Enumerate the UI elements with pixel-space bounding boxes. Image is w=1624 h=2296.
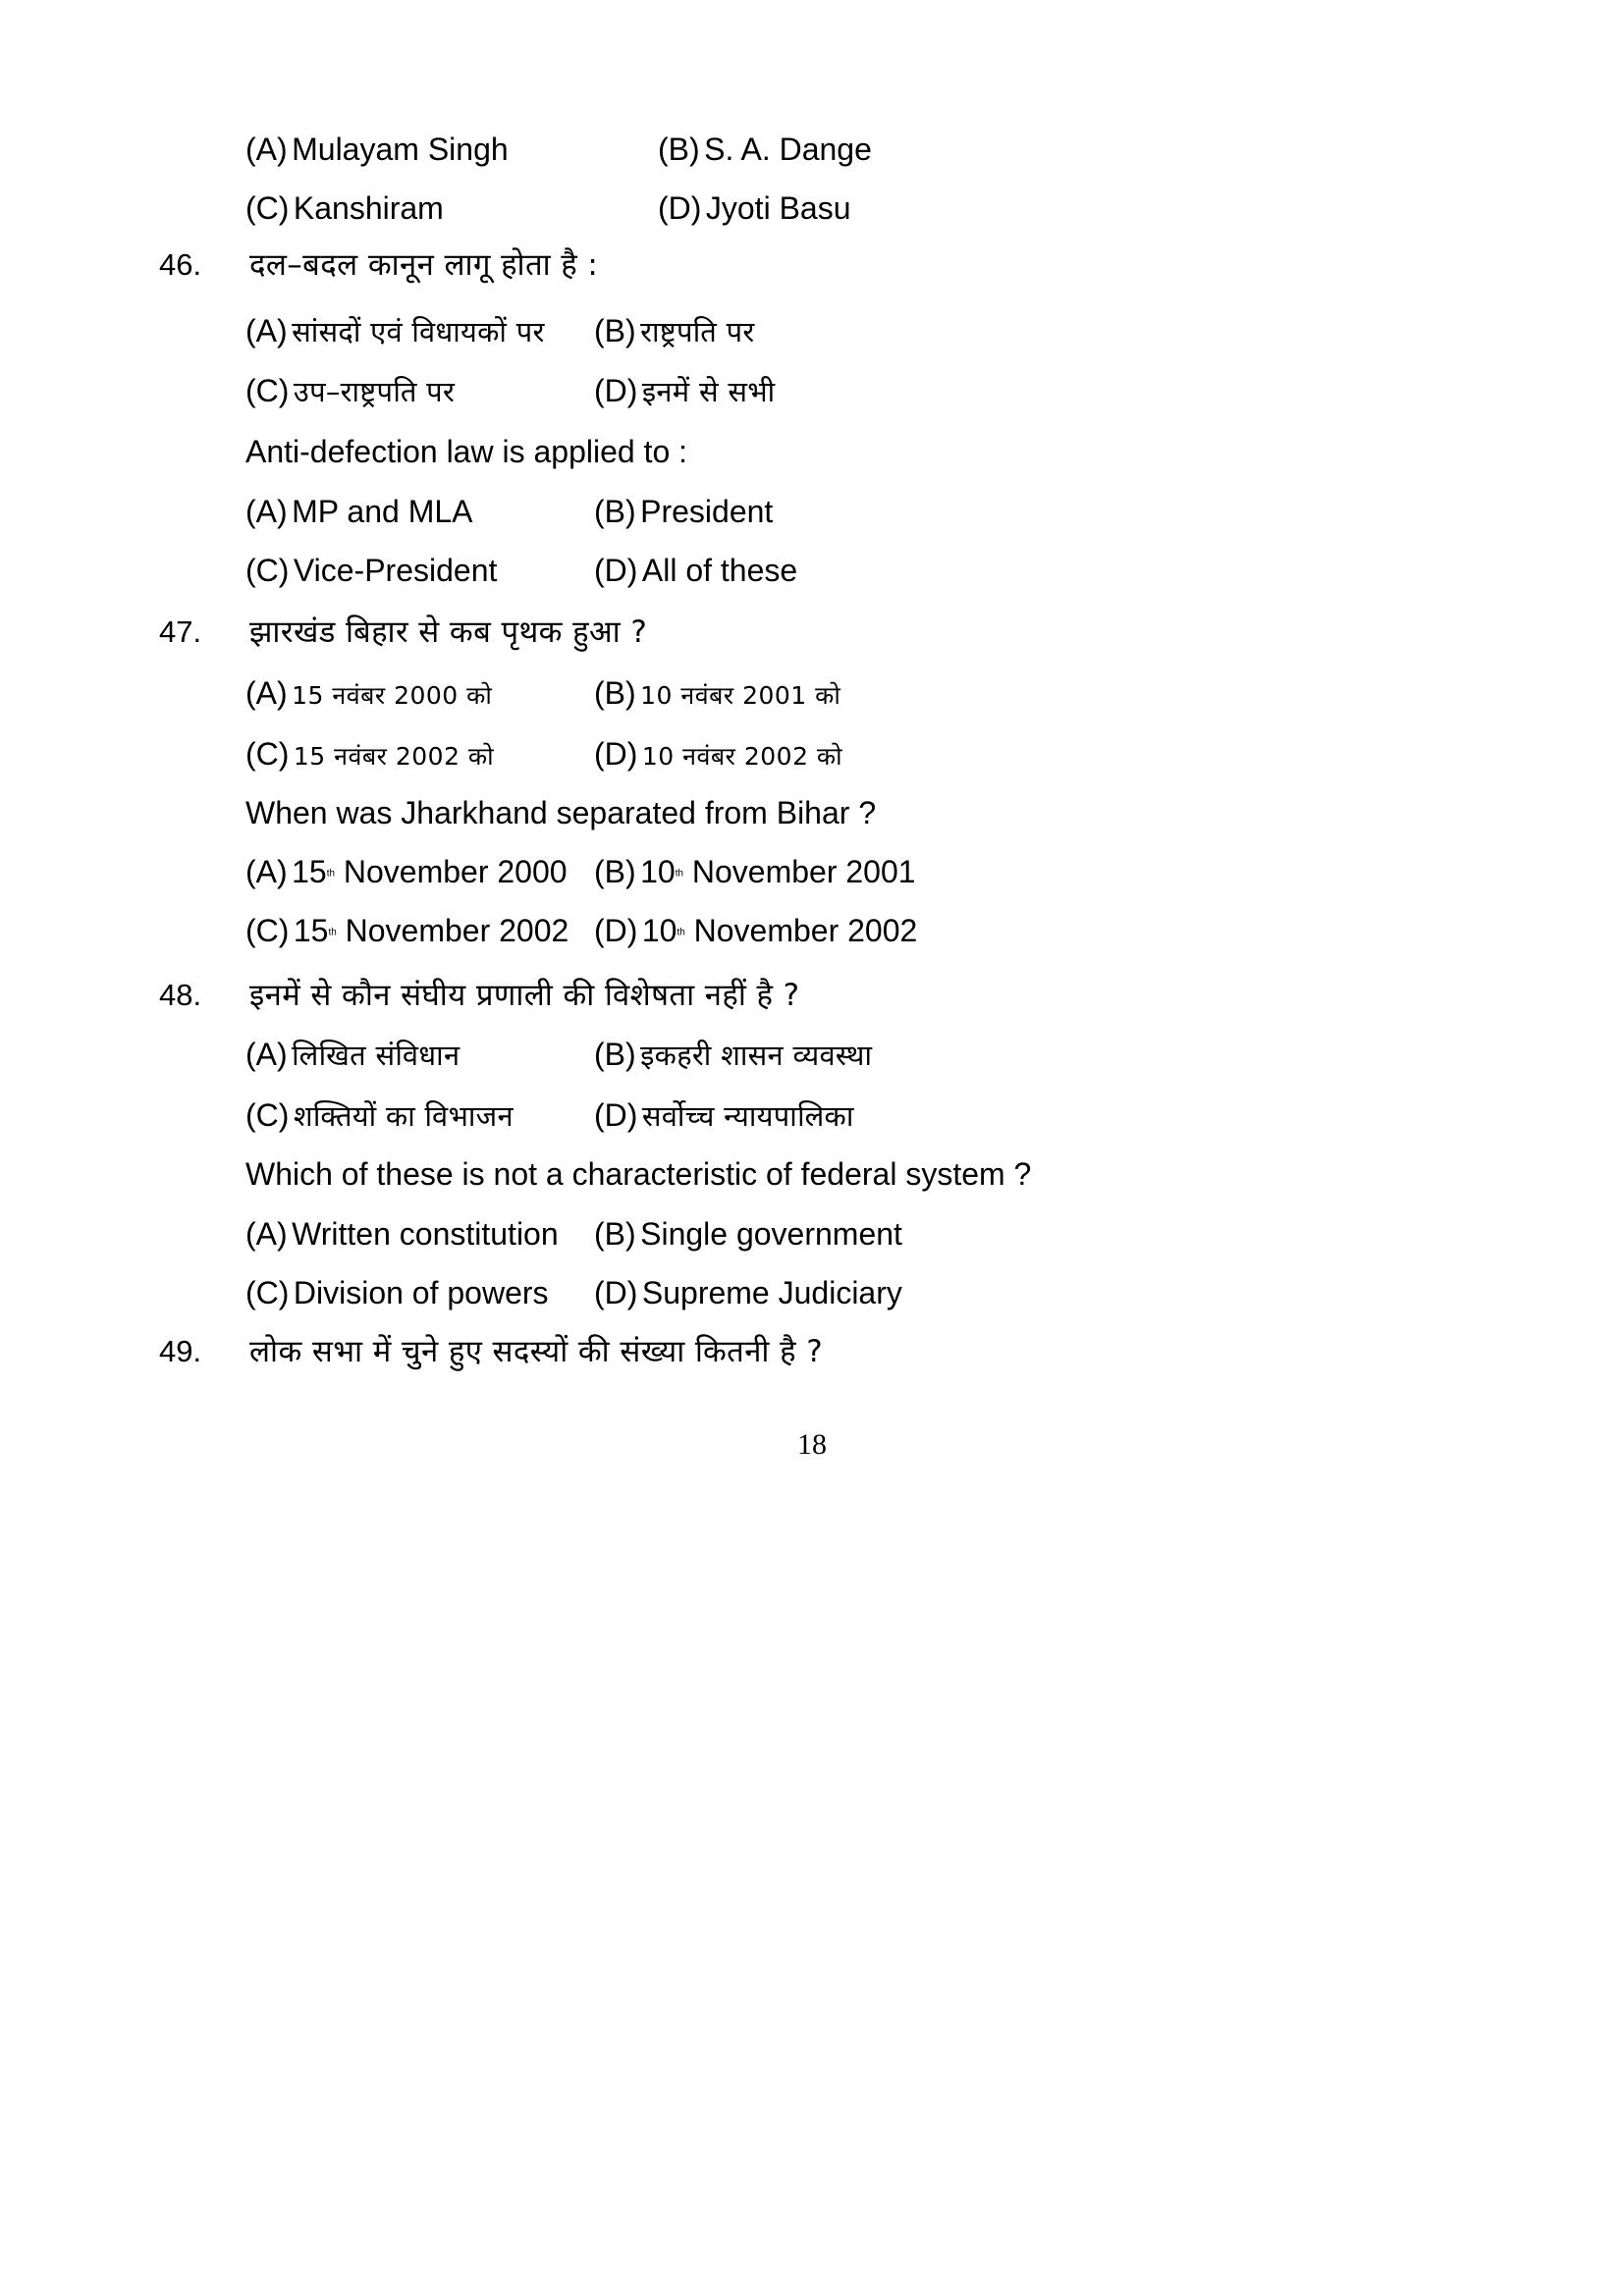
option-label: (C)	[245, 373, 290, 408]
option-label: (D)	[594, 373, 638, 408]
carryover-option-d	[658, 190, 851, 227]
option-label: (A)	[245, 675, 288, 711]
question-text-english: Which of these is not a characteristic of federal system ?	[245, 1156, 1032, 1192]
option-text: 10 नवंबर 2002 को	[641, 742, 843, 771]
question-47-option-c-hindi	[245, 736, 494, 773]
ordinal-suffix: th	[675, 868, 683, 880]
option-label: (B)	[594, 313, 636, 348]
question-text-english: When was Jharkhand separated from Bihar ?	[245, 795, 877, 830]
question-number: 49.	[159, 1334, 202, 1368]
option-text: President	[640, 494, 774, 529]
option-text: November 2002	[684, 913, 918, 948]
option-day: 10	[640, 854, 676, 889]
option-text: S. A. Dange	[704, 132, 872, 167]
question-text-hindi: झारखंड बिहार से कब पृथक हुआ ?	[249, 614, 648, 650]
option-day: 15	[292, 854, 327, 889]
option-label: (B)	[594, 1216, 636, 1252]
option-text: लिखित संविधान	[292, 1039, 460, 1072]
question-text-hindi: लोक सभा में चुने हुए सदस्यों की संख्या कितनी है ?	[249, 1334, 824, 1369]
question-48-option-a-english	[245, 1216, 559, 1253]
question-47-option-b-english	[594, 854, 916, 890]
option-label: (B)	[594, 494, 636, 529]
question-47-option-d-hindi	[594, 736, 842, 773]
option-label: (A)	[245, 313, 288, 348]
question-47-option-b-hindi	[594, 675, 840, 712]
question-number: 48.	[159, 978, 202, 1012]
question-49-heading-hindi	[159, 1330, 823, 1371]
option-text: सांसदों एवं विधायकों पर	[292, 315, 545, 348]
option-text: All of these	[641, 553, 798, 588]
option-text: Kanshiram	[293, 190, 444, 226]
question-46-heading-hindi	[159, 243, 598, 285]
question-48-option-d-english	[594, 1275, 902, 1311]
option-label: (A)	[245, 1216, 288, 1252]
question-number: 46.	[159, 247, 202, 282]
carryover-option-c	[245, 190, 444, 227]
option-text: 15 नवंबर 2002 को	[293, 742, 495, 771]
question-46-option-b-english	[594, 494, 773, 530]
question-48-option-b-english	[594, 1216, 902, 1253]
question-text-hindi: दल–बदल कानून लागू होता है :	[249, 247, 599, 283]
option-text: Mulayam Singh	[292, 132, 509, 167]
option-text: 10 नवंबर 2001 को	[640, 681, 841, 710]
option-label: (A)	[245, 132, 288, 167]
option-label: (B)	[594, 675, 636, 711]
ordinal-suffix: th	[326, 868, 335, 880]
question-48-heading-english	[245, 1156, 1031, 1193]
ordinal-suffix: th	[328, 927, 337, 938]
option-label: (D)	[594, 1097, 638, 1133]
page-number: 18	[797, 1428, 827, 1461]
question-46-option-a-english	[245, 494, 473, 530]
question-48-option-d-hindi	[594, 1096, 854, 1135]
question-46-heading-english	[245, 434, 687, 470]
option-text: उप–राष्ट्रपति पर	[293, 375, 456, 408]
option-label: (C)	[245, 913, 290, 948]
question-text-english: Anti-defection law is applied to :	[245, 434, 688, 469]
option-text: इनमें से सभी	[641, 375, 776, 408]
option-text: November 2000	[334, 854, 568, 889]
option-label: (D)	[594, 736, 638, 772]
option-text: शक्तियों का विभाजन	[293, 1099, 514, 1133]
option-text: Jyoti Basu	[705, 190, 851, 226]
option-text: November 2001	[682, 854, 916, 889]
option-label: (A)	[245, 854, 288, 889]
question-48-option-b-hindi	[594, 1036, 872, 1074]
question-46-option-b-hindi	[594, 312, 755, 350]
option-text: Division of powers	[293, 1275, 549, 1310]
option-label: (C)	[245, 553, 290, 588]
question-46-option-a-hindi	[245, 312, 545, 350]
option-text: Vice-President	[293, 553, 498, 588]
question-46-option-c-english	[245, 553, 497, 589]
option-text: राष्ट्रपति पर	[640, 315, 755, 348]
question-text-hindi: इनमें से कौन संघीय प्रणाली की विशेषता नहीं है ?	[249, 978, 800, 1013]
option-text: November 2002	[336, 913, 569, 948]
question-47-option-a-english	[245, 854, 568, 890]
question-47-heading-english	[245, 795, 876, 831]
question-48-option-a-hindi	[245, 1036, 460, 1074]
question-47-option-d-english	[594, 913, 917, 949]
option-text: इकहरी शासन व्यवस्था	[640, 1039, 873, 1072]
option-label: (A)	[245, 1037, 288, 1072]
question-number: 47.	[159, 614, 202, 649]
option-text: MP and MLA	[292, 494, 473, 529]
option-day: 15	[293, 913, 329, 948]
option-label: (B)	[594, 1037, 636, 1072]
option-day: 10	[641, 913, 677, 948]
option-label: (C)	[245, 1097, 290, 1133]
question-48-option-c-english	[245, 1275, 549, 1311]
option-label: (D)	[594, 553, 638, 588]
question-46-option-c-hindi	[245, 372, 455, 410]
option-text: Written constitution	[292, 1216, 559, 1252]
option-label: (B)	[658, 132, 700, 167]
option-label: (C)	[245, 1275, 290, 1310]
option-label: (A)	[245, 494, 288, 529]
carryover-option-b	[658, 132, 872, 168]
carryover-option-a	[245, 132, 509, 168]
option-text: 15 नवंबर 2000 को	[292, 681, 493, 710]
option-text: Single government	[640, 1216, 902, 1252]
question-47-heading-hindi	[159, 611, 647, 652]
option-label: (C)	[245, 190, 290, 226]
question-46-option-d-hindi	[594, 372, 776, 410]
question-47-option-c-english	[245, 913, 568, 949]
option-label: (B)	[594, 854, 636, 889]
option-label: (D)	[594, 1275, 638, 1310]
question-48-heading-hindi	[159, 974, 799, 1015]
ordinal-suffix: th	[677, 927, 685, 938]
question-47-option-a-hindi	[245, 675, 492, 712]
option-label: (C)	[245, 736, 290, 772]
question-46-option-d-english	[594, 553, 797, 589]
option-text: Supreme Judiciary	[641, 1275, 902, 1310]
question-48-option-c-hindi	[245, 1096, 514, 1135]
option-label: (D)	[658, 190, 702, 226]
option-text: सर्वोच्च न्यायपालिका	[641, 1099, 854, 1133]
option-label: (D)	[594, 913, 638, 948]
